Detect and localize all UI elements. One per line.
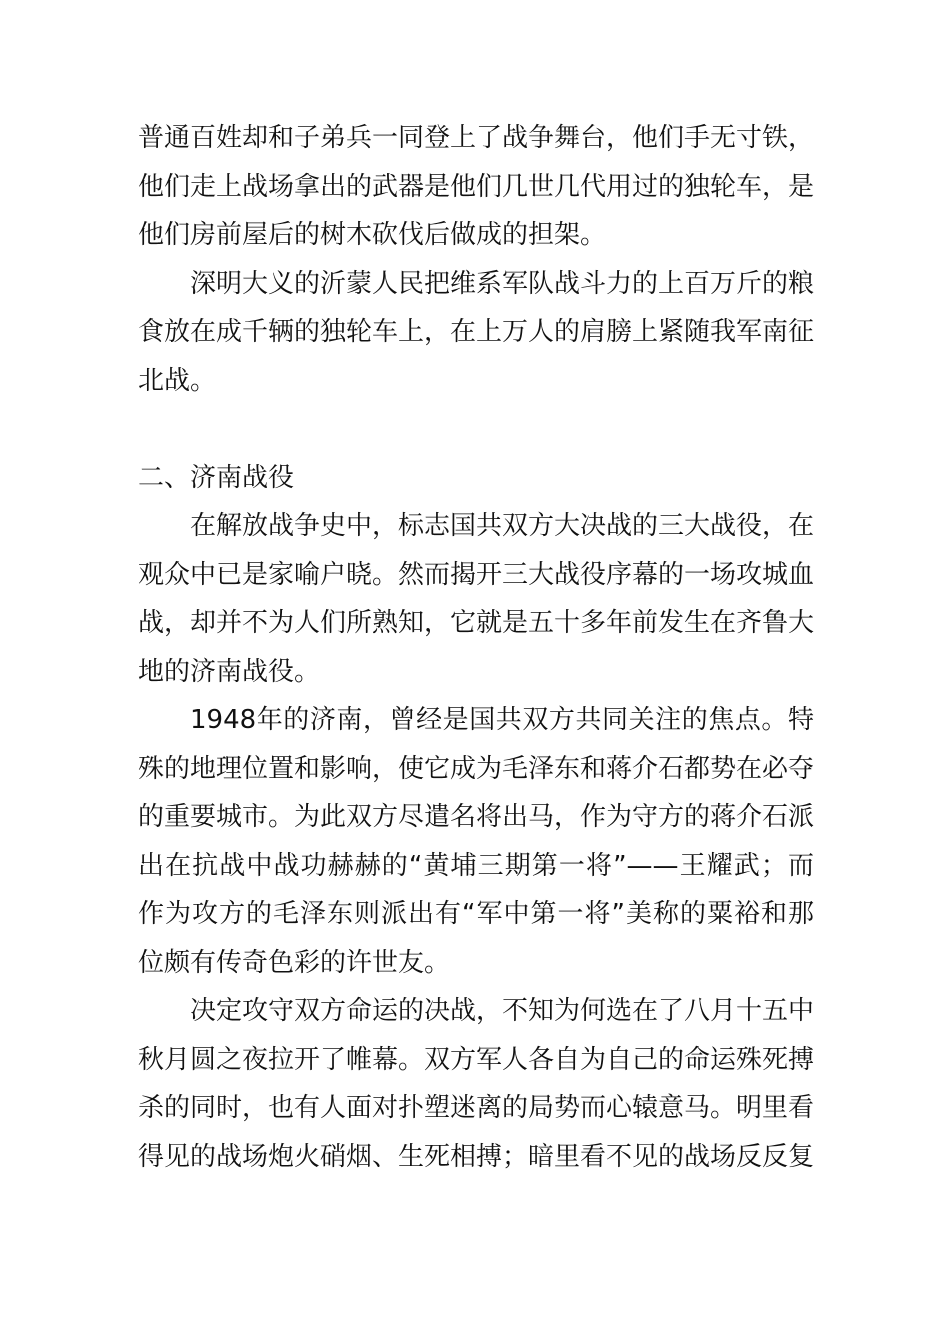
paragraph-spacer xyxy=(138,405,814,454)
document-page xyxy=(138,114,814,1181)
paragraph-1: 普通百姓却和子弟兵一同登上了战争舞台，他们手无寸铁，他们走上战场拿出的武器是他们几世几代用过的独轮车，是他们房前屋后的树木砍伐后做成的担架。 xyxy=(138,123,815,250)
section-paragraph-2: 1948年的济南，曾经是国共双方共同关注的焦点。特殊的地理位置和影响，使它成为毛泽东和蒋介石都势在必夺的重要城市。为此双方尽遣名将出马，作为守方的蒋介石派出在抗战中战功赫赫的“黄埔三期第一将”——王耀武；而作为攻方的毛泽东则派出有“军中第一将”美称的粟裕和那位颇有传奇色彩的许世友。 xyxy=(138,705,815,978)
section-heading: 二、济南战役 xyxy=(138,462,295,493)
section-paragraph-1: 在解放战争史中，标志国共双方大决战的三大战役，在观众中已是家喻户晓。然而揭开三大战役序幕的一场攻城血战，却并不为人们所熟知，它就是五十多年前发生在齐鲁大地的济南战役。 xyxy=(138,511,815,687)
paragraph-2: 深明大义的沂蒙人民把维系军队战斗力的上百万斤的粮食放在成千辆的独轮车上，在上万人的肩膀上紧随我军南征北战。 xyxy=(138,268,815,396)
section-paragraph-3: 决定攻守双方命运的决战，不知为何选在了八月十五中秋月圆之夜拉开了帷幕。双方军人各自为自己的命运殊死搏杀的同时，也有人面对扑塑迷离的局势而心辕意马。明里看得见的战场炮火硝烟、生死相搏；暗里看不见的战场反反复 xyxy=(138,996,815,1172)
